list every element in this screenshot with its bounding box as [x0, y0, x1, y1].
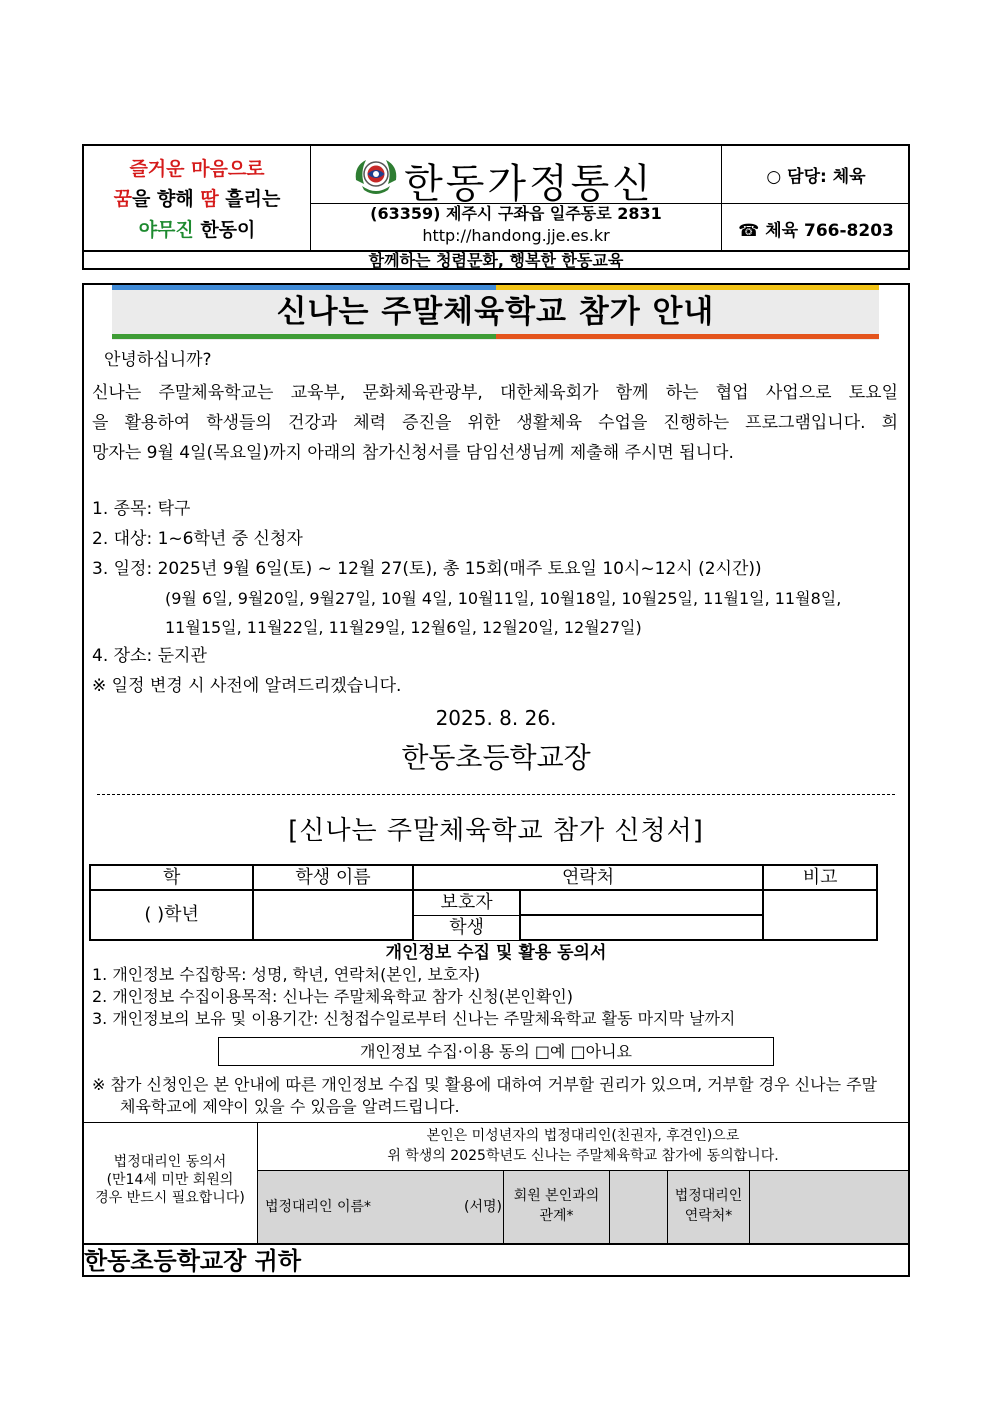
- table-row: [90, 890, 877, 915]
- application-title: [신나는 주말체육학교 참가 신청서]: [288, 816, 704, 846]
- guardian-signature-field[interactable]: (서명): [464, 1199, 502, 1215]
- motto-word: 흘리는: [225, 188, 281, 210]
- notice-date: 2025. 8. 26.: [435, 706, 557, 730]
- intro-line-3: 망자는 9월 4일(목요일)까지 아래의 참가신청서를 담임선생님께 제출해 주시면 됩니다.: [92, 443, 734, 463]
- statement-line: 위 학생의 2025학년도 신나는 주말체육학교 참가에 동의합니다.: [387, 1148, 779, 1164]
- notice-title: 신나는 주말체육학교 참가 안내: [276, 294, 715, 330]
- in-charge: ○ 담당: 체육: [766, 167, 866, 187]
- school-url[interactable]: http://handong.jje.es.kr: [422, 226, 610, 245]
- school-address: (63359) 제주시 구좌읍 일주동로 2831: [370, 204, 662, 223]
- motto-word: 을 향해: [132, 188, 194, 210]
- consent-item-2: 2. 개인정보 수집이용목적: 신나는 주말체육학교 참가 신청(본인확인): [92, 987, 573, 1006]
- motto-word: 꿈: [113, 188, 132, 210]
- grade-input-cell[interactable]: ( )학년: [90, 890, 253, 940]
- motto-line-1: [84, 154, 310, 181]
- header-grade: 학: [90, 865, 253, 890]
- motto-word: 땀: [200, 188, 219, 210]
- guardian-consent-line: 경우 반드시 필요합니다): [95, 1190, 245, 1206]
- guardian-contact-field[interactable]: [750, 1171, 908, 1243]
- student-label: 학생: [413, 915, 521, 940]
- student-contact-input[interactable]: [520, 915, 763, 940]
- relation-label-line: 관계*: [539, 1208, 574, 1224]
- remarks-input[interactable]: [763, 890, 877, 940]
- relation-label-line: 회원 본인과의: [513, 1188, 600, 1204]
- motto-word: 즐거운: [129, 158, 185, 180]
- divider: [84, 1122, 908, 1123]
- consent-item-1: 1. 개인정보 수집항목: 성명, 학년, 연락처(본인, 보호자): [92, 965, 481, 984]
- guardian-contact-label: [668, 1186, 749, 1226]
- principal-signature: 한동초등학교장: [401, 741, 591, 774]
- newsletter-title: 한동가정통신: [404, 161, 654, 207]
- phone-number: ☎ 체육 766-8203: [738, 221, 894, 241]
- contact-label-line: 법정대리인: [674, 1188, 743, 1204]
- statement-line: 본인은 미성년자의 법정대리인(친권자, 후견인)으로: [426, 1128, 740, 1144]
- intro-line-1: 신나는 주말체육학교는 교육부, 문화체육관광부, 대한체육회가 함께 하는 협업 사업으로 토요일: [92, 383, 898, 403]
- guardian-statement: [258, 1126, 908, 1166]
- motto-word: 마음으로: [191, 158, 265, 180]
- guardian-contact-input[interactable]: [520, 890, 763, 915]
- header-contact: 연락처: [413, 865, 764, 890]
- guardian-consent-line: 법정대리인 동의서: [113, 1154, 227, 1170]
- application-table: [89, 864, 878, 941]
- greeting: 안녕하십니까?: [104, 350, 212, 370]
- consent-item-3: 3. 개인정보의 보유 및 이용기간: 신청접수일로부터 신나는 주말체육학교 활동 마지막 날까지: [92, 1009, 736, 1028]
- info-place: 4. 장소: 둔지관: [92, 646, 207, 666]
- info-event: 1. 종목: 탁구: [92, 499, 191, 519]
- guardian-label: 보호자: [413, 890, 521, 915]
- banner-stripe: [112, 334, 496, 339]
- intro-line-2: 을 활용하여 학생들의 건강과 체력 증진을 위한 생활체육 수업을 진행하는 프로그램입니다. 희: [92, 413, 898, 433]
- motto-word: 한동이: [200, 219, 256, 241]
- relation-input[interactable]: [610, 1171, 667, 1243]
- motto-line-2: [84, 184, 310, 211]
- guardian-name-label: 법정대리인 이름*: [264, 1199, 372, 1215]
- motto-line-3: [84, 215, 310, 242]
- consent-checkbox-box[interactable]: 개인정보 수집·이용 동의 □예 □아니요: [218, 1037, 774, 1066]
- consent-title: 개인정보 수집 및 활용 동의서: [385, 943, 607, 963]
- banner-stripe: [112, 285, 496, 290]
- cut-line: [97, 794, 895, 795]
- slogan: 함께하는 청렴문화, 행복한 한동교육: [368, 251, 624, 270]
- addressee: 한동초등학교장 귀하: [84, 1247, 302, 1275]
- banner-stripe: [496, 285, 879, 290]
- guardian-consent-line: (만14세 미만 회원의: [106, 1172, 234, 1188]
- schedule-dates-1: (9월 6일, 9월20일, 9월27일, 10월 4일, 10월11일, 10월18일, 10월25일, 11월1일, 11월8일,: [165, 589, 842, 608]
- schedule-dates-2: 11월15일, 11월22일, 11월29일, 12월6일, 12월20일, 12월27일): [165, 618, 642, 637]
- guardian-consent-label: [84, 1153, 256, 1207]
- relation-label: [504, 1186, 609, 1226]
- header-remarks: 비고: [763, 865, 877, 890]
- header-box: [82, 144, 910, 270]
- info-target: 2. 대상: 1~6학년 중 신청자: [92, 529, 303, 549]
- banner-stripe: [496, 334, 879, 339]
- info-schedule: 3. 일정: 2025년 9월 6일(토) ~ 12월 27(토), 총 15회(매주 토요일 10시~12시 (2시간)): [92, 559, 762, 579]
- header-student-name: 학생 이름: [253, 865, 412, 890]
- table-header-row: [90, 865, 877, 890]
- consent-note-2: 체육학교에 제약이 있을 수 있음을 알려드립니다.: [120, 1097, 460, 1116]
- schedule-remark: ※ 일정 변경 시 사전에 알려드리겠습니다.: [92, 676, 402, 696]
- consent-note-1: ※ 참가 신청인은 본 안내에 따른 개인정보 수집 및 활용에 대하여 거부할 권리가 있으며, 거부할 경우 신나는 주말: [92, 1075, 878, 1094]
- student-name-input[interactable]: [253, 890, 412, 940]
- divider: [722, 203, 910, 204]
- motto-word: 야무진: [138, 219, 194, 241]
- contact-label-line: 연락처*: [684, 1208, 733, 1224]
